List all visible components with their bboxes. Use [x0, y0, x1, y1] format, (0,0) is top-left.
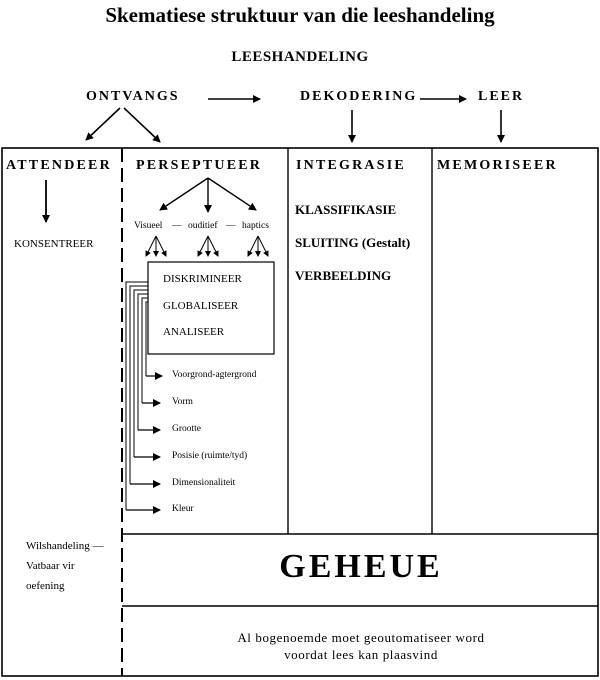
sense-visueel: Visueel — [134, 221, 163, 231]
aspect-kleur: Kleur — [172, 504, 194, 514]
column-head-perseptueer: PERSEPTUEER — [136, 158, 263, 173]
integrasie-klassifikasie: KLASSIFIKASIE — [295, 202, 397, 217]
konsentreer-label: KONSENTREER — [14, 238, 94, 250]
process-analiseer: ANALISEER — [163, 326, 225, 338]
main-frame — [2, 148, 598, 676]
aspect-dimensionaliteit: Dimensionaliteit — [172, 478, 236, 488]
note-line-2: voordat lees kan plaasvind — [284, 647, 438, 662]
stage-dekodering: DEKODERING — [300, 89, 418, 104]
diagram-title: Skematiese struktuur van die leeshandeling — [105, 3, 495, 27]
sense-dash-1: — — [172, 221, 182, 231]
aspect-bracket — [126, 282, 148, 510]
stage-leer: LEER — [478, 89, 525, 104]
diagram-subtitle: LEESHANDELING — [231, 49, 369, 65]
arrow-ontvangs-perseptueer — [124, 108, 160, 142]
geheue-label: GEHEUE — [279, 548, 443, 585]
arrow-perseptueer-visueel — [160, 178, 208, 210]
arrow-perseptueer-haptics — [208, 178, 256, 210]
wilshandeling-line-1: Wilshandeling — — [26, 540, 104, 552]
sense-ouditief: ouditief — [188, 221, 218, 231]
note-line-1: Al bogenoemde moet geoutomatiseer word — [237, 630, 485, 645]
aspect-vorm: Vorm — [172, 397, 193, 407]
integrasie-sluiting: SLUITING (Gestalt) — [295, 235, 411, 250]
fan-ouditief — [198, 236, 218, 256]
column-head-memoriseer: MEMORISEER — [437, 158, 558, 173]
process-diskrimineer: DISKRIMINEER — [163, 273, 242, 285]
sense-dash-2: — — [226, 221, 236, 231]
integrasie-verbeelding: VERBEELDING — [295, 268, 392, 283]
fan-haptics — [248, 236, 268, 256]
aspect-voorgrond: Voorgrond-agtergrond — [172, 370, 257, 380]
column-head-attendeer: ATTENDEER — [6, 158, 112, 173]
wilshandeling-line-3: oefening — [26, 580, 65, 592]
process-globaliseer: GLOBALISEER — [163, 300, 239, 312]
wilshandeling-line-2: Vatbaar vir — [26, 560, 75, 572]
fan-visueel — [146, 236, 166, 256]
sense-haptics: haptics — [242, 221, 269, 231]
stage-ontvangs: ONTVANGS — [86, 89, 180, 104]
arrow-ontvangs-attendeer — [86, 108, 120, 140]
aspect-grootte: Grootte — [172, 424, 202, 434]
aspect-posisie: Posisie (ruimte/tyd) — [172, 451, 248, 461]
column-head-integrasie: INTEGRASIE — [296, 158, 406, 173]
